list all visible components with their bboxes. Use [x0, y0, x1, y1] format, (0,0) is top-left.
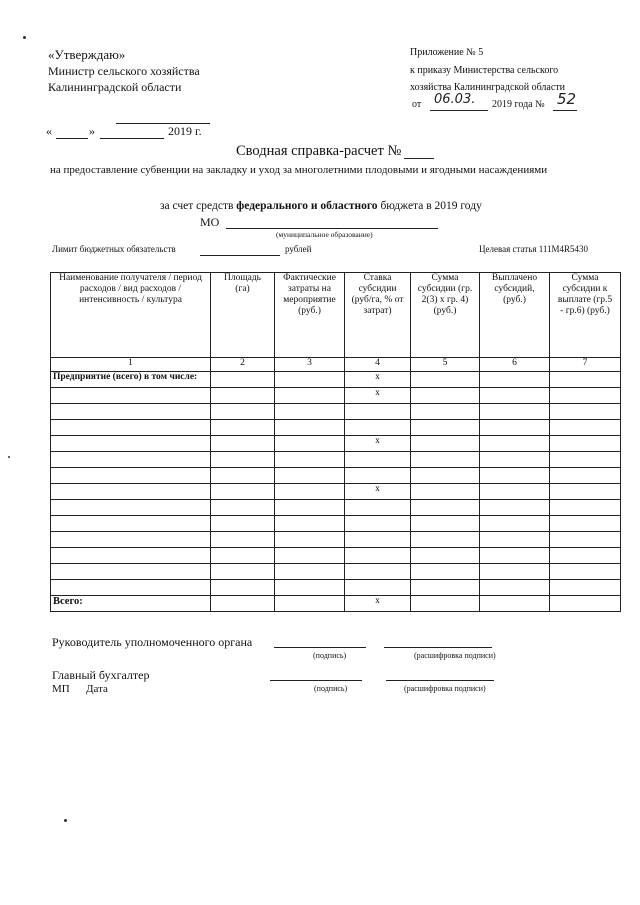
- header-subsidy-rate: Ставка субсидии (руб/га, % от затрат): [345, 273, 411, 358]
- table-number-row: [51, 358, 621, 372]
- target-article: Целевая статья 111М4R5430: [479, 244, 589, 254]
- approval-line-2: Калининградской области: [48, 80, 182, 94]
- rate-x-mark: x: [345, 388, 411, 404]
- appendix-line-2: к приказу Министерства сельского: [410, 65, 559, 76]
- subsidy-table: [50, 272, 621, 612]
- table-cell: [211, 484, 275, 500]
- table-cell: [411, 484, 480, 500]
- approval-month-line: [100, 138, 164, 139]
- table-cell: [550, 388, 621, 404]
- enterprise-total-label: Предприятие (всего) в том числе:: [51, 372, 211, 388]
- column-number: 3: [275, 358, 345, 372]
- table-row: [51, 420, 621, 436]
- head-decode-caption: (расшифровка подписи): [414, 651, 496, 660]
- funds-prefix: за счет средств: [160, 200, 237, 212]
- document-number-line: [404, 158, 434, 159]
- funds-source: [160, 200, 482, 212]
- rate-x-mark: x: [345, 484, 411, 500]
- table-cell: [211, 596, 275, 612]
- table-cell: [51, 436, 211, 452]
- mo-label: МО: [200, 215, 220, 229]
- header-to-pay: Сумма субсидии к выплате (гр.5 - гр.6) (руб.): [550, 273, 621, 358]
- mo-line: [226, 228, 438, 229]
- table-row: [51, 452, 621, 468]
- table-header-row: [51, 273, 621, 358]
- scan-speck: [23, 36, 26, 39]
- accountant-decode-caption: (расшифровка подписи): [404, 684, 486, 693]
- table-cell: [480, 372, 550, 388]
- header-subsidy-sum: Сумма субсидии (гр. 2(3) х гр. 4) (руб.): [411, 273, 480, 358]
- table-cell: [550, 372, 621, 388]
- appendix-number-line: [553, 110, 577, 111]
- column-number: 2: [211, 358, 275, 372]
- table-cell: [211, 436, 275, 452]
- chief-accountant-label: Главный бухгалтер: [52, 668, 150, 682]
- accountant-signature-caption: (подпись): [314, 684, 348, 693]
- table-cell: [275, 388, 345, 404]
- table-cell: [550, 436, 621, 452]
- table-cell: [275, 436, 345, 452]
- column-number: 7: [550, 358, 621, 372]
- approval-line-1: Министр сельского хозяйства: [48, 64, 200, 78]
- table-row: [51, 500, 621, 516]
- approval-date-year: 2019 г.: [168, 124, 202, 138]
- approval-title: «Утверждаю»: [48, 47, 126, 62]
- header-area: Площадь (га): [211, 273, 275, 358]
- rate-x-mark: x: [345, 436, 411, 452]
- table-cell: [550, 596, 621, 612]
- limit-label: Лимит бюджетных обязательств: [52, 244, 176, 254]
- stamp-place-label: МП: [52, 683, 70, 695]
- mo-caption: (муниципальное образование): [276, 230, 373, 239]
- accountant-decode-line: [386, 680, 494, 681]
- column-number: 1: [51, 358, 211, 372]
- table-cell: [211, 372, 275, 388]
- table-row: [51, 372, 621, 388]
- head-signature-line: [274, 647, 366, 648]
- appendix-date-handwritten: 06.03.: [434, 92, 476, 107]
- table-cell: [211, 388, 275, 404]
- table-cell: [480, 596, 550, 612]
- header-paid: Выплачено субсидий, (руб.): [480, 273, 550, 358]
- head-decode-line: [384, 647, 492, 648]
- appendix-date-prefix: от: [412, 99, 422, 110]
- head-of-authority-label: Руководитель уполномоченного органа: [52, 635, 253, 649]
- table-row: [51, 532, 621, 548]
- table-cell: [275, 372, 345, 388]
- document-title: Сводная справка-расчет №: [236, 143, 402, 159]
- appendix-number-handwritten: 52: [557, 90, 577, 108]
- approval-day-line: [56, 138, 88, 139]
- table-row: [51, 388, 621, 404]
- head-signature-caption: (подпись): [313, 651, 347, 660]
- approval-date-open: «: [46, 124, 52, 138]
- table-row: [51, 436, 621, 452]
- rate-x-mark: x: [345, 596, 411, 612]
- table-cell: [480, 436, 550, 452]
- scan-speck: [8, 456, 10, 458]
- table-row: [51, 468, 621, 484]
- header-actual-costs: Фактические затраты на мероприятие (руб.): [275, 273, 345, 358]
- table-cell: [411, 436, 480, 452]
- table-total-row: [51, 596, 621, 612]
- approval-date-mid: »: [89, 124, 95, 138]
- column-number: 5: [411, 358, 480, 372]
- table-row: [51, 404, 621, 420]
- appendix-date-line: [430, 110, 488, 111]
- table-cell: [275, 484, 345, 500]
- table-cell: [550, 484, 621, 500]
- appendix-line-3: хозяйства Калининградской области: [410, 82, 566, 93]
- appendix-line-1: Приложение № 5: [410, 47, 484, 58]
- table-cell: [275, 596, 345, 612]
- table-row: [51, 516, 621, 532]
- table-cell: [411, 596, 480, 612]
- appendix-year-text: 2019 года №: [492, 99, 545, 110]
- scan-speck: [64, 819, 67, 822]
- table-row: [51, 484, 621, 500]
- rate-x-mark: x: [345, 372, 411, 388]
- table-cell: [480, 388, 550, 404]
- document-subtitle: на предоставление субвенции на закладку и уход за многолетними плодовыми и ягодными насаждениями: [50, 164, 548, 176]
- limit-line: [200, 255, 280, 256]
- funds-bold: федерального и областного: [236, 200, 378, 212]
- table-row: [51, 564, 621, 580]
- funds-suffix: бюджета в 2019 году: [377, 200, 482, 212]
- table-cell: [480, 484, 550, 500]
- column-number: 4: [345, 358, 411, 372]
- table-cell: [411, 372, 480, 388]
- date-label: Дата: [86, 683, 108, 695]
- table-cell: [51, 388, 211, 404]
- accountant-signature-line: [270, 680, 362, 681]
- total-label: Всего:: [51, 596, 211, 612]
- limit-unit: рублей: [285, 244, 312, 254]
- table-cell: [411, 388, 480, 404]
- table-row: [51, 548, 621, 564]
- column-number: 6: [480, 358, 550, 372]
- table-cell: [51, 484, 211, 500]
- header-name: Наименование получателя / период расходов / вид расходов / интенсивность / культура: [51, 273, 211, 358]
- table-row: [51, 580, 621, 596]
